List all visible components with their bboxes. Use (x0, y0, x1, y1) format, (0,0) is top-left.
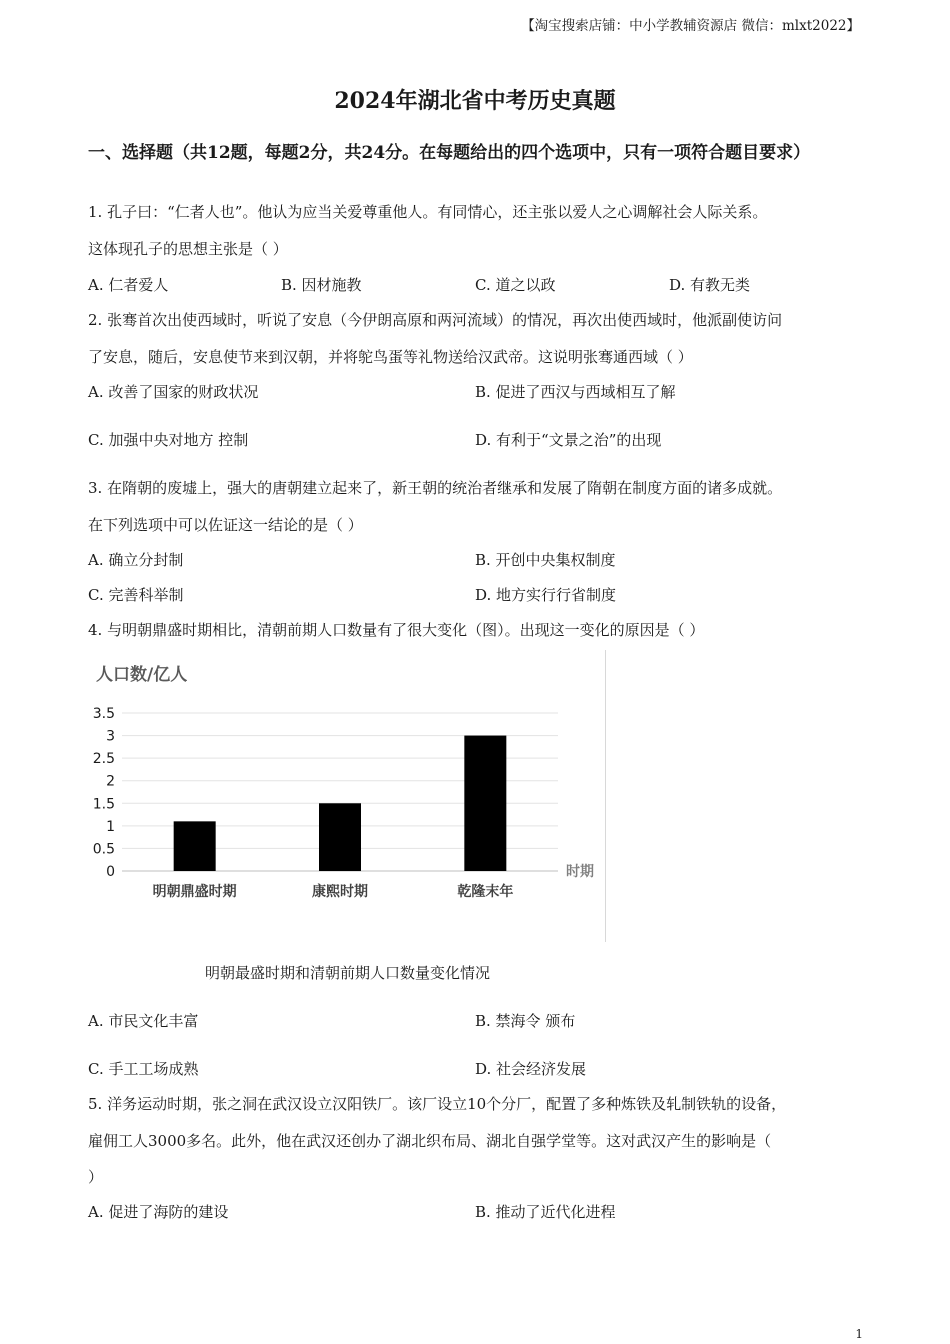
question-3-option-c[interactable]: C. 完善科举制 (88, 586, 184, 604)
question-2-line-2: 了安息，随后，安息使节来到汉朝，并将鸵鸟蛋等礼物送给汉武帝。这说明张骞通西域（ ） (88, 348, 693, 366)
question-2-line-1: 2. 张骞首次出使西域时，听说了安息（今伊朗高原和两河流域）的情况，再次出使西域时，他派副使访问 (88, 311, 783, 329)
question-5-line-1: 5. 洋务运动时期，张之洞在武汉设立汉阳铁厂。该厂设立10个分厂，配置了多种炼铁及轧制铁轨的设备， (88, 1095, 787, 1113)
question-3-line-2: 在下列选项中可以佐证这一结论的是（ ） (88, 516, 363, 534)
question-1-option-a[interactable]: A. 仁者爱人 (88, 276, 169, 294)
chart-y-tick-label: 2.5 (92, 751, 115, 768)
chart-y-tick-label: 3 (106, 728, 115, 745)
chart-x-tick-label: 康熙时期 (312, 884, 368, 900)
chart-bar (319, 803, 361, 871)
question-4-option-d[interactable]: D. 社会经济发展 (475, 1060, 587, 1078)
chart-y-tick-label: 1 (106, 818, 115, 835)
question-5-option-b[interactable]: B. 推动了近代化进程 (475, 1203, 616, 1221)
chart-x-tick-label: 乾隆末年 (457, 884, 514, 900)
chart-title: 人口数/亿人 (96, 665, 188, 685)
page-title: 2024年湖北省中考历史真题 (334, 88, 616, 114)
question-2-option-d[interactable]: D. 有利于“文景之治”的出现 (475, 431, 662, 449)
question-3-option-a[interactable]: A. 确立分封制 (88, 551, 184, 569)
chart-border-line (605, 650, 606, 942)
question-2-option-c[interactable]: C. 加强中央对地方 控制 (88, 431, 249, 449)
chart-bar (464, 736, 506, 871)
chart-y-tick-label: 1.5 (92, 796, 115, 813)
question-3-line-1: 3. 在隋朝的废墟上，强大的唐朝建立起来了，新王朝的统治者继承和发展了隋朝在制度方面的诸多成就。 (88, 479, 783, 497)
header-watermark: 【淘宝搜索店铺：中小学教辅资源店 微信：mlxt2022】 (521, 18, 860, 34)
question-3-option-b[interactable]: B. 开创中央集权制度 (475, 551, 616, 569)
question-4-option-a[interactable]: A. 市民文化丰富 (88, 1012, 199, 1030)
question-2-option-a[interactable]: A. 改善了国家的财政状况 (88, 383, 259, 401)
question-3-option-d[interactable]: D. 地方实行行省制度 (475, 586, 617, 604)
chart-bar (174, 821, 216, 871)
chart-caption: 明朝最盛时期和清朝前期人口数量变化情况 (205, 964, 491, 982)
question-4-option-b[interactable]: B. 禁海令 颁布 (475, 1012, 576, 1030)
question-5-line-2: 雇佣工人3000多名。此外，他在武汉还创办了湖北织布局、湖北自强学堂等。这对武汉产生的影响是（ (88, 1132, 772, 1150)
question-5-option-a[interactable]: A. 促进了海防的建设 (88, 1203, 229, 1221)
question-2-option-b[interactable]: B. 促进了西汉与西域相互了解 (475, 383, 676, 401)
chart-x-axis-label: 时期 (566, 864, 594, 880)
chart-y-tick-label: 0.5 (92, 841, 115, 858)
chart-y-tick-label: 2 (106, 773, 115, 790)
section-heading: 一、选择题（共12题，每题2分，共24分。在每题给出的四个选项中，只有一项符合题目要求） (88, 143, 811, 163)
question-4-option-c[interactable]: C. 手工工场成熟 (88, 1060, 199, 1078)
question-1-line-2: 这体现孔子的思想主张是（ ） (88, 240, 288, 258)
question-4-line-1: 4. 与明朝鼎盛时期相比，清朝前期人口数量有了很大变化（图）。出现这一变化的原因是（ ） (88, 621, 705, 639)
question-1-option-c[interactable]: C. 道之以政 (475, 276, 556, 294)
question-1-line-1: 1. 孔子曰：“仁者人也”。他认为应当关爱尊重他人。有同情心，还主张以爱人之心调解社会人际关系。 (88, 203, 768, 221)
chart-y-tick-label: 0 (106, 864, 115, 880)
chart-x-tick-label: 明朝鼎盛时期 (152, 884, 237, 900)
chart-y-tick-label: 3.5 (92, 706, 115, 722)
question-5-line-3: ） (88, 1168, 104, 1186)
question-1-option-b[interactable]: B. 因材施教 (281, 276, 362, 294)
question-1-option-d[interactable]: D. 有教无类 (669, 276, 751, 294)
chart-svg (88, 648, 608, 944)
population-bar-chart (88, 648, 608, 944)
page-number: 1 (855, 1327, 863, 1341)
